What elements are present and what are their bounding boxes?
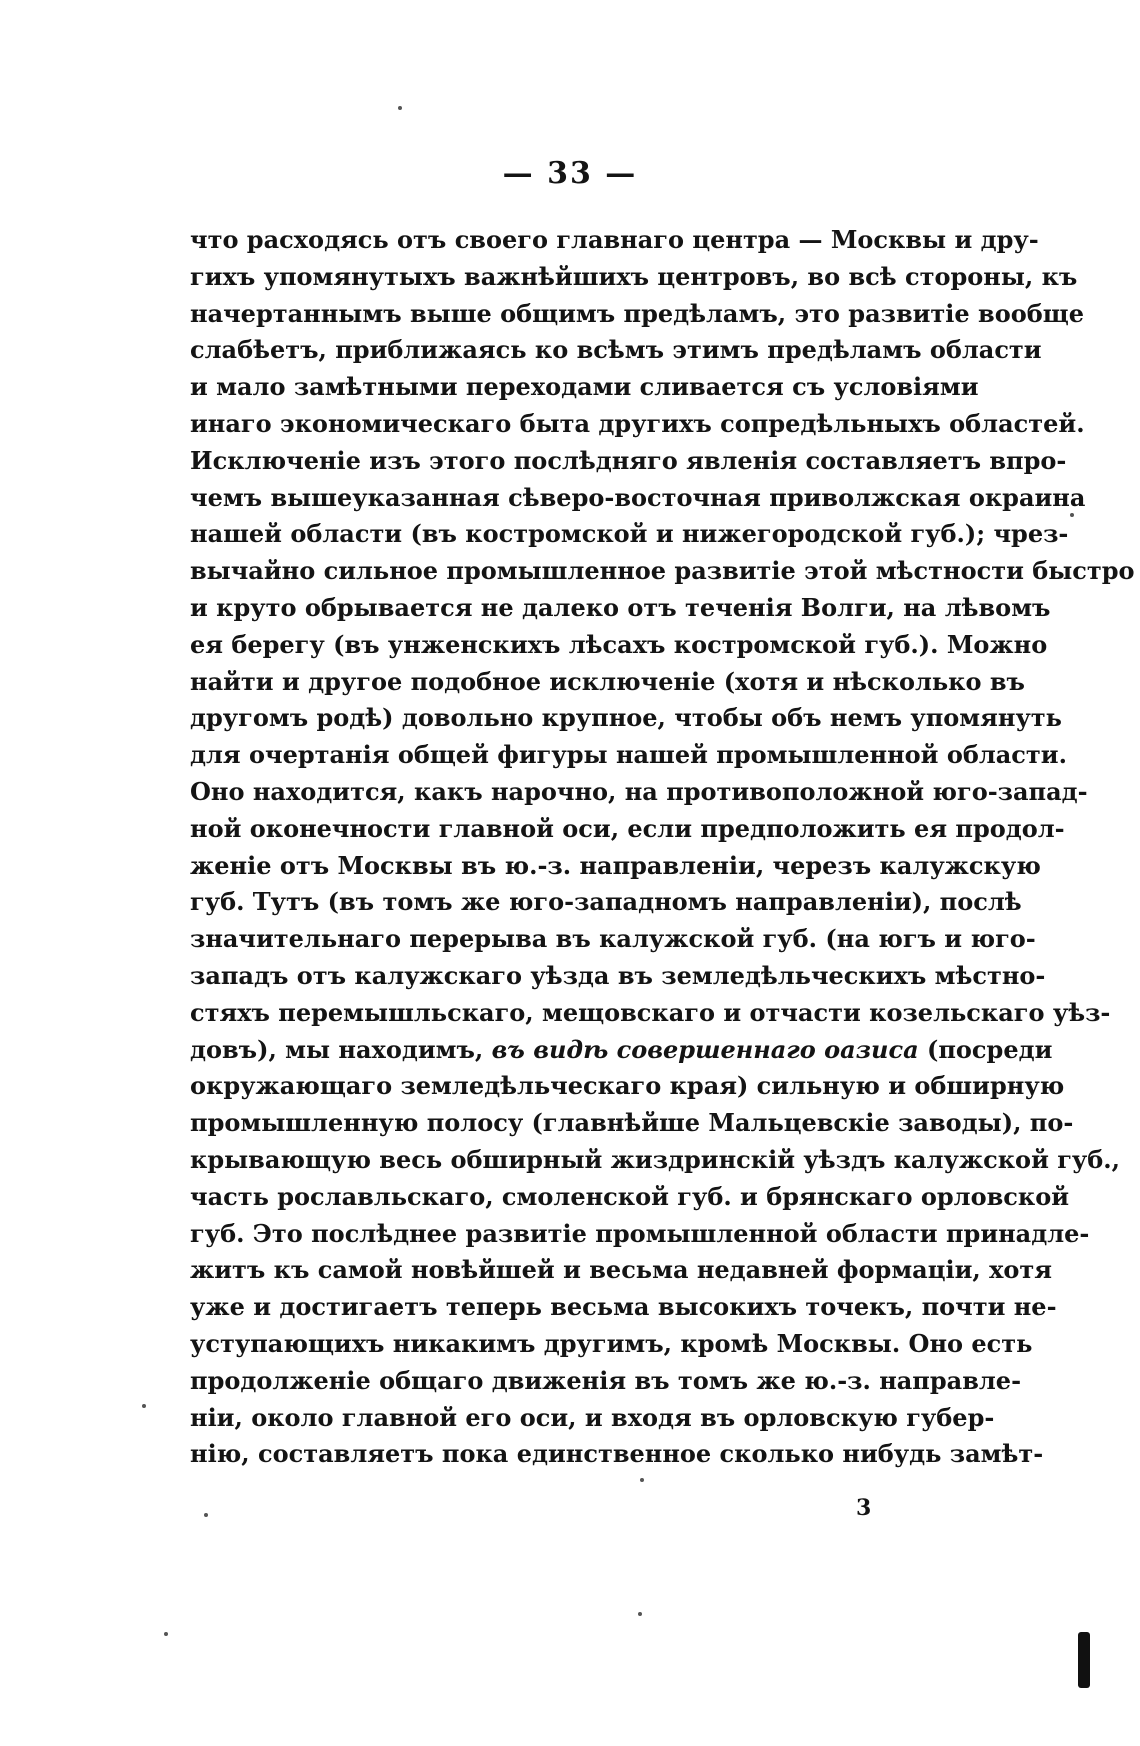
text-line: западъ отъ калужскаго уѣзда въ земледѣльческихъ мѣстно- — [190, 960, 1046, 990]
text-line: и мало замѣтными переходами сливается съ условіями — [190, 372, 979, 402]
italic-phrase: въ видѣ совершеннаго оазиса — [491, 1034, 919, 1064]
text-line: начертаннымъ выше общимъ предѣламъ, это развитіе вообще — [190, 298, 1084, 328]
text-line: женіе отъ Москвы въ ю.-з. направленіи, черезъ калужскую — [190, 850, 1041, 880]
text-line: уступающихъ никакимъ другимъ, кромѣ Москвы. Оно есть — [190, 1328, 1033, 1358]
text-line: стяхъ перемышльскаго, мещовскаго и отчасти козельскаго уѣз- — [190, 997, 1111, 1027]
text-line: губ. Это послѣднее развитіе промышленной области принадле- — [190, 1218, 1090, 1248]
text-line: губ. Тутъ (въ томъ же юго-западномъ направленіи), послѣ — [190, 887, 1022, 917]
text-line: другомъ родѣ) довольно крупное, чтобы объ немъ упомянуть — [190, 703, 1062, 733]
scan-speck — [640, 1478, 644, 1482]
text-line: ея берегу (въ унженскихъ лѣсахъ костромской губ.). Можно — [190, 629, 1048, 659]
text-line: для очертанія общей фигуры нашей промышленной области. — [190, 740, 1067, 770]
text-line: слабѣетъ, приближаясь ко всѣмъ этимъ предѣламъ области — [190, 335, 1042, 365]
text-line: промышленную полосу (главнѣйше Мальцевскіе заводы), по- — [190, 1108, 1074, 1138]
text-line: значительнаго перерыва въ калужской губ. (на югъ и юго- — [190, 924, 1036, 954]
signature-mark: 3 — [856, 1495, 872, 1521]
text-line: найти и другое подобное исключеніе (хотя и нѣсколько въ — [190, 666, 1025, 696]
scan-speck — [142, 1404, 146, 1408]
text-line: нію, составляетъ пока единственное сколько нибудь замѣт- — [190, 1439, 1044, 1469]
text-line: Оно находится, какъ нарочно, на противоположной юго-запад- — [190, 776, 1088, 806]
scan-speck — [398, 106, 402, 110]
page-number: — 33 — — [502, 156, 638, 191]
body-text — [190, 222, 1135, 1473]
text-line: часть рославльскаго, смоленской губ. и брянскаго орловской — [190, 1181, 1070, 1211]
text-line: что расходясь отъ своего главнаго центра — Москвы и дру- — [190, 225, 1039, 254]
text-line: продолженіе общаго движенія въ томъ же ю.-з. направле- — [190, 1365, 1022, 1395]
text-line: окружающаго земледѣльческаго края) сильную и обширную — [190, 1071, 1065, 1101]
text-line: вычайно сильное промышленное развитіе этой мѣстности быстро — [190, 556, 1135, 586]
text-line: и круто обрывается не далеко отъ теченія Волги, на лѣвомъ — [190, 592, 1051, 622]
text-line: ніи, около главной его оси, и входя въ орловскую губер- — [190, 1402, 995, 1432]
text-line: Исключеніе изъ этого послѣдняго явленія составляетъ впро- — [190, 445, 1067, 475]
text-line: крывающую весь обширный жиздринскій уѣздъ калужской губ., — [190, 1144, 1121, 1174]
text-line: уже и достигаетъ теперь весьма высокихъ точекъ, почти не- — [190, 1292, 1057, 1322]
text-line-with-italic — [190, 1032, 1053, 1069]
text-line: ной оконечности главной оси, если предположить ея продол- — [190, 813, 1065, 843]
scan-speck — [204, 1513, 208, 1517]
text-line: чемъ вышеуказанная сѣверо-восточная приволжская окраина — [190, 482, 1086, 512]
text-line: гихъ упомянутыхъ важнѣйшихъ центровъ, во всѣ стороны, къ — [190, 261, 1078, 291]
scan-edge-mark — [1078, 1632, 1090, 1688]
scan-speck — [164, 1632, 168, 1636]
line-segment: довъ), мы находимъ, — [190, 1034, 484, 1064]
line-segment: (посреди — [927, 1034, 1053, 1064]
scan-speck — [638, 1612, 642, 1616]
scan-speck — [1070, 513, 1074, 517]
text-line: инаго экономическаго быта другихъ сопредѣльныхъ областей. — [190, 408, 1085, 438]
text-line: нашей области (въ костромской и нижегородской губ.); чрез- — [190, 519, 1069, 549]
text-line: житъ къ самой новѣйшей и весьма недавней формаціи, хотя — [190, 1255, 1053, 1285]
